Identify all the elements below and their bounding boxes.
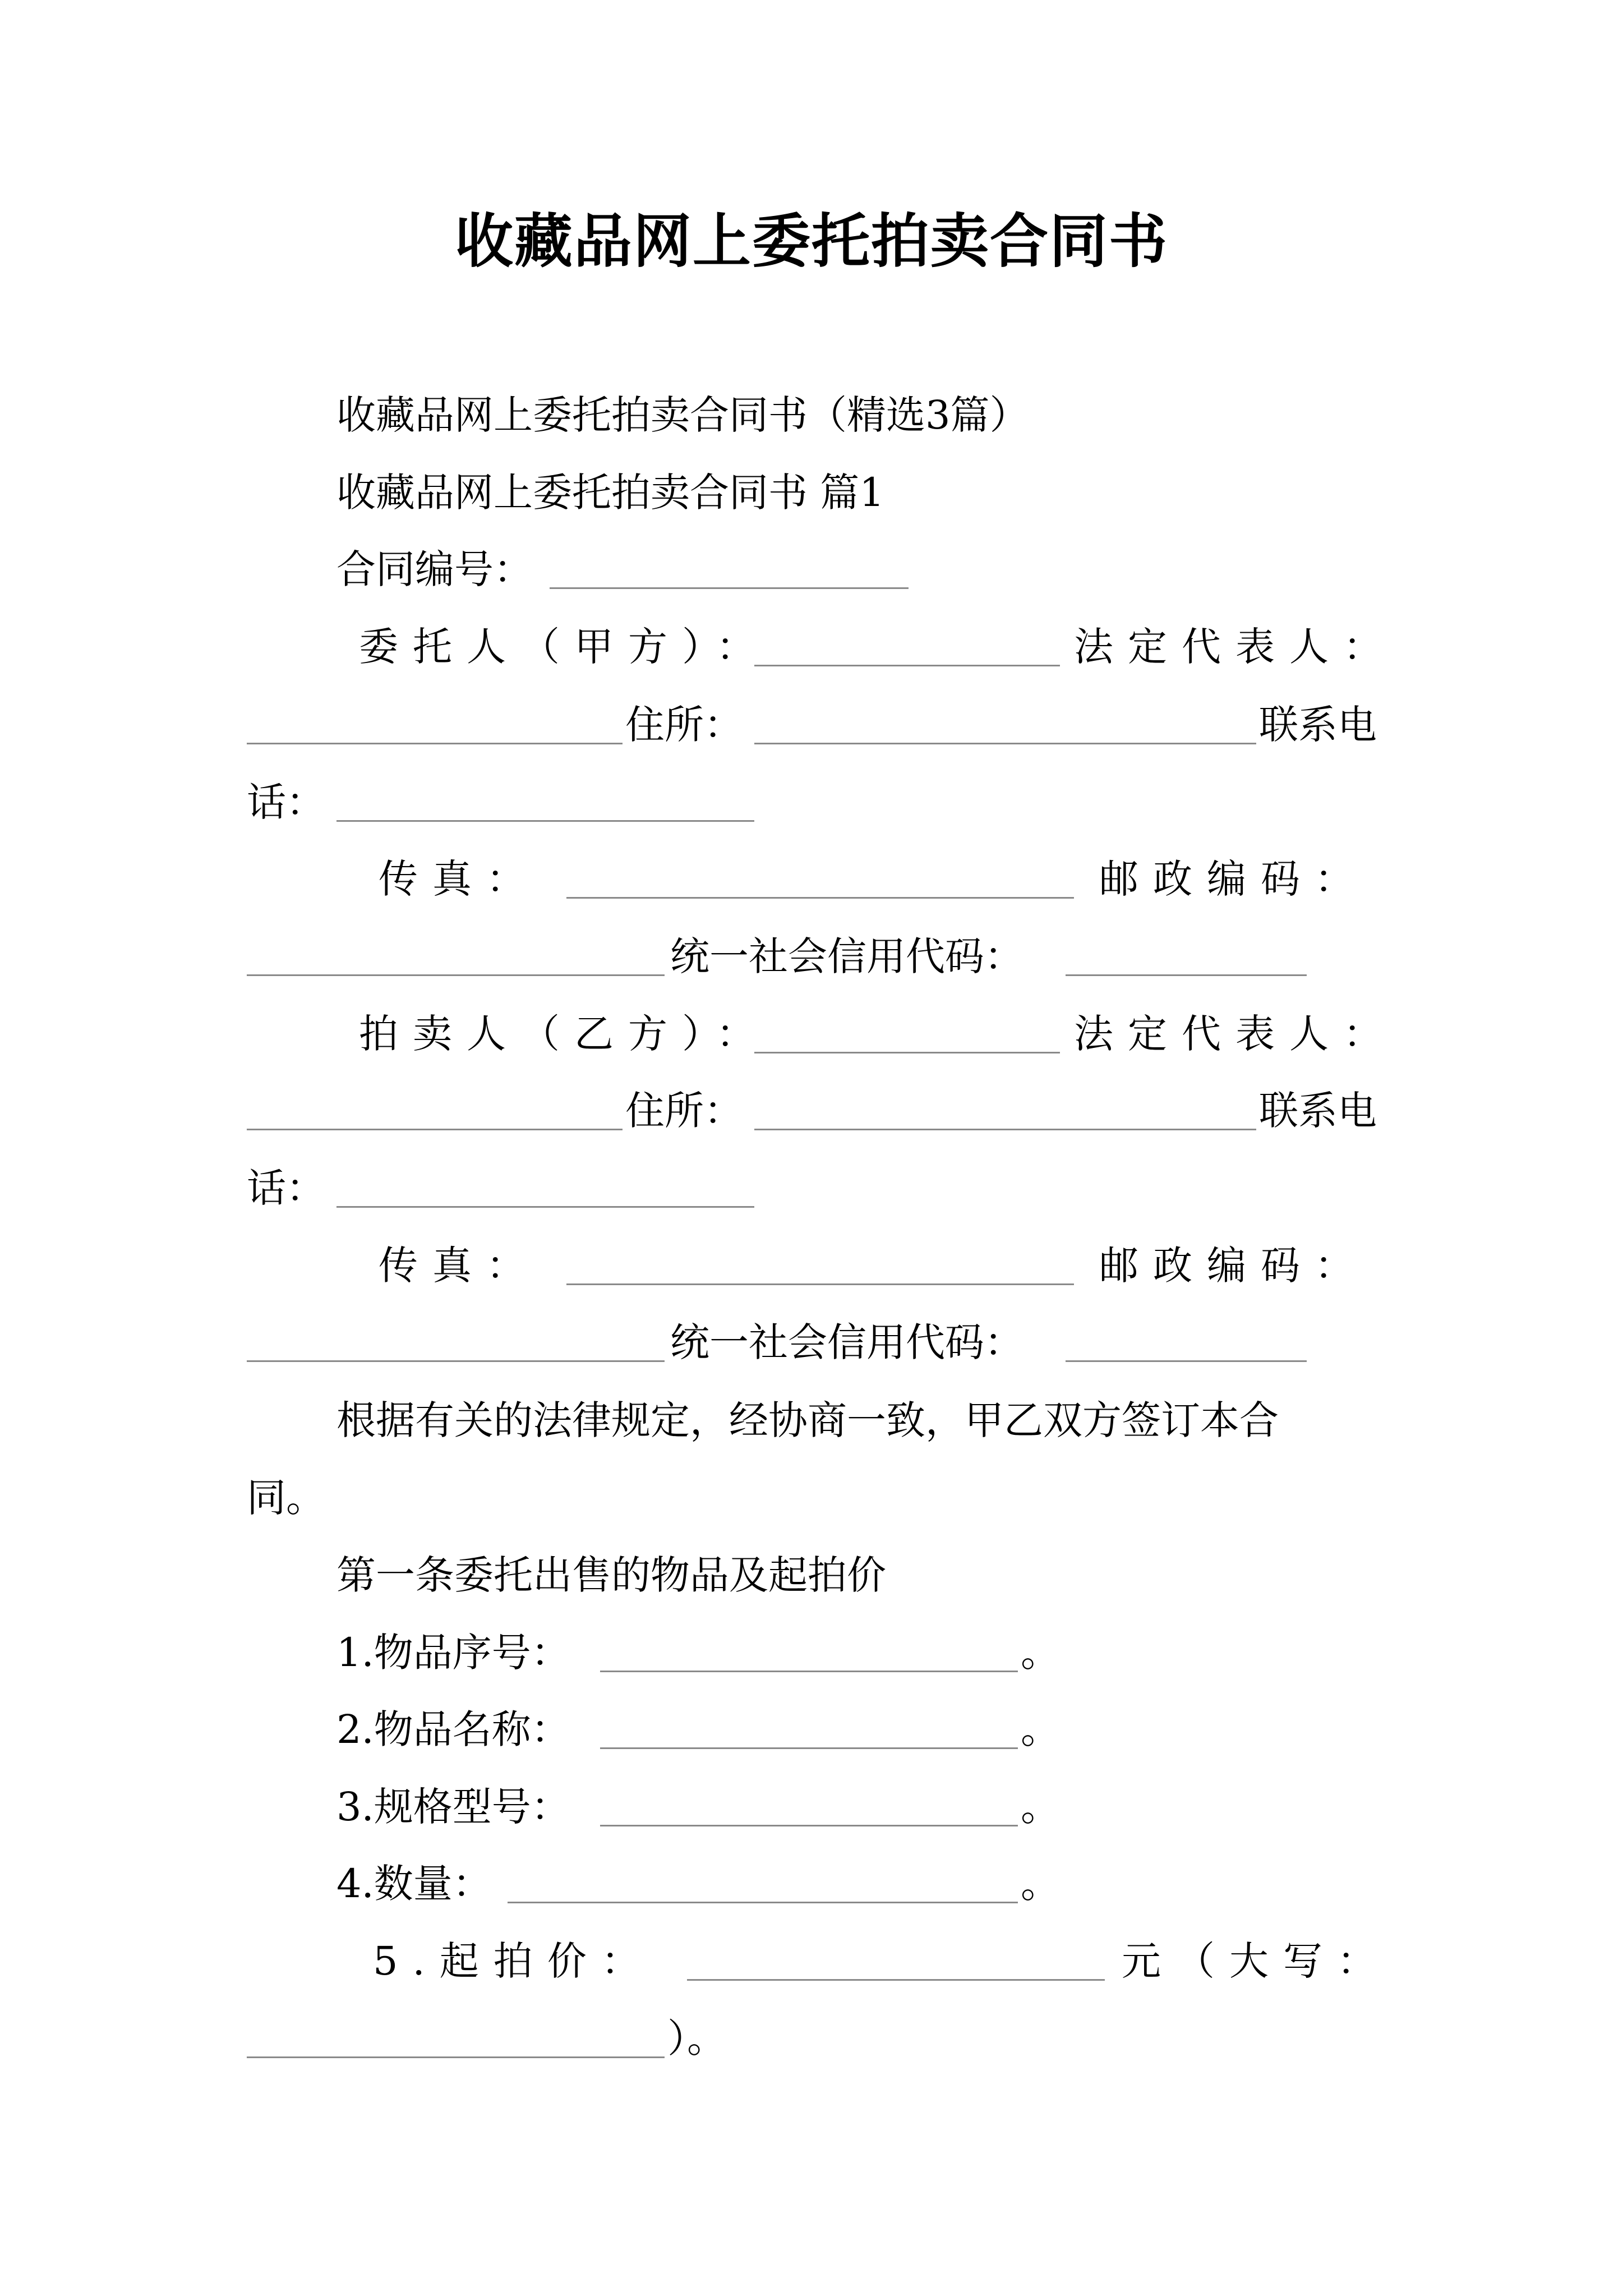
preamble-text-1: 根据有关的法律规定，经协商一致，甲乙双方签订本合 (336, 1397, 1279, 1443)
start-price-words-blank (247, 2056, 665, 2058)
party-b-legal-rep-blank (247, 1129, 623, 1130)
party-a-postcode-blank (247, 974, 665, 976)
party-b-credit-line (0, 1309, 1623, 1376)
item-name-blank (600, 1747, 1018, 1749)
start-price-blank (687, 1979, 1105, 1981)
party-b-address-line (0, 1077, 1623, 1144)
party-b-fax-line (0, 1232, 1623, 1299)
party-b-address-blank (754, 1129, 1256, 1130)
party-a-phone-label-2: 话： (247, 779, 325, 825)
item-number-period: 。 (1021, 1630, 1060, 1676)
party-a-address-blank (754, 743, 1256, 744)
party-a-address-label: 住所： (625, 702, 743, 748)
party-a-credit-line (0, 923, 1623, 990)
party-b-postcode-label: 邮政编码： (1099, 1243, 1368, 1289)
party-b-credit-code-blank (1066, 1360, 1307, 1362)
party-b-phone-label-1: 联系电 (1259, 1088, 1377, 1134)
party-b-phone-line (0, 1154, 1623, 1222)
item-name-label: 2.物品名称： (336, 1706, 570, 1752)
start-price-close: ）。 (667, 2016, 726, 2062)
party-a-postcode-label: 邮政编码： (1099, 856, 1368, 902)
party-a-phone-label-1: 联系电 (1259, 702, 1377, 748)
party-a-name-blank (754, 665, 1060, 666)
party-a-credit-code-blank (1066, 974, 1307, 976)
quantity-blank (508, 1902, 1018, 1903)
party-a-fax-line (0, 845, 1623, 913)
contract-number-line (0, 536, 1623, 603)
party-b-name-blank (754, 1052, 1060, 1053)
party-b-label: 拍卖人（乙方）： (359, 1011, 770, 1057)
item-number-label: 1.物品序号： (336, 1630, 570, 1676)
party-b-address-label: 住所： (625, 1088, 743, 1134)
quantity-label: 4.数量： (336, 1861, 492, 1907)
quantity-line (0, 1850, 1623, 1917)
party-a-line (0, 613, 1623, 680)
start-price-yuan-label: 元（大写： (1122, 1938, 1391, 1984)
contract-number-label: 合同编号： (336, 546, 533, 592)
contract-number-blank (550, 587, 909, 589)
spec-label: 3.规格型号： (336, 1784, 570, 1830)
spec-line (0, 1773, 1623, 1841)
party-a-label: 委托人（甲方）： (359, 624, 770, 670)
spec-blank (600, 1825, 1018, 1826)
start-price-line (0, 1927, 1623, 1995)
item-number-blank (600, 1671, 1018, 1672)
article1-heading: 第一条委托出售的物品及起拍价 (336, 1552, 886, 1598)
party-b-fax-blank (566, 1283, 1074, 1285)
party-b-phone-blank (336, 1206, 754, 1208)
part-heading-line (0, 459, 1623, 526)
party-b-credit-code-label: 统一社会信用代码： (670, 1319, 1023, 1365)
party-b-fax-label: 传真： (379, 1243, 540, 1289)
item-name-period: 。 (1021, 1706, 1060, 1752)
party-a-legal-rep-blank (247, 743, 623, 744)
start-price-words-line (0, 2005, 1623, 2072)
article1-heading-line (0, 1542, 1623, 1609)
spec-period: 。 (1021, 1784, 1060, 1830)
subtitle: 收藏品网上委托拍卖合同书（精选3篇） (336, 392, 1029, 438)
party-a-fax-blank (566, 897, 1074, 899)
part-heading: 收藏品网上委托拍卖合同书 篇1 (336, 470, 884, 516)
preamble-line-2 (0, 1464, 1623, 1531)
party-a-fax-label: 传真： (379, 856, 540, 902)
item-number-line (0, 1619, 1623, 1686)
quantity-period: 。 (1021, 1861, 1060, 1907)
party-a-credit-code-label: 统一社会信用代码： (670, 933, 1023, 979)
party-b-postcode-blank (247, 1360, 665, 1362)
party-b-legal-rep-label: 法定代表人： (1074, 1011, 1397, 1057)
party-b-line (0, 1000, 1623, 1068)
document-title: 收藏品网上委托拍卖合同书 (454, 207, 1168, 275)
party-a-legal-rep-label: 法定代表人： (1074, 624, 1397, 670)
party-b-phone-label-2: 话： (247, 1165, 325, 1211)
party-a-phone-blank (336, 820, 754, 822)
party-a-phone-line (0, 769, 1623, 836)
item-name-line (0, 1696, 1623, 1763)
subtitle-line (0, 381, 1623, 449)
preamble-line-1 (0, 1387, 1623, 1454)
start-price-label: 5.起拍价： (373, 1938, 655, 1984)
preamble-text-2: 同。 (247, 1475, 325, 1521)
party-a-address-line (0, 691, 1623, 758)
